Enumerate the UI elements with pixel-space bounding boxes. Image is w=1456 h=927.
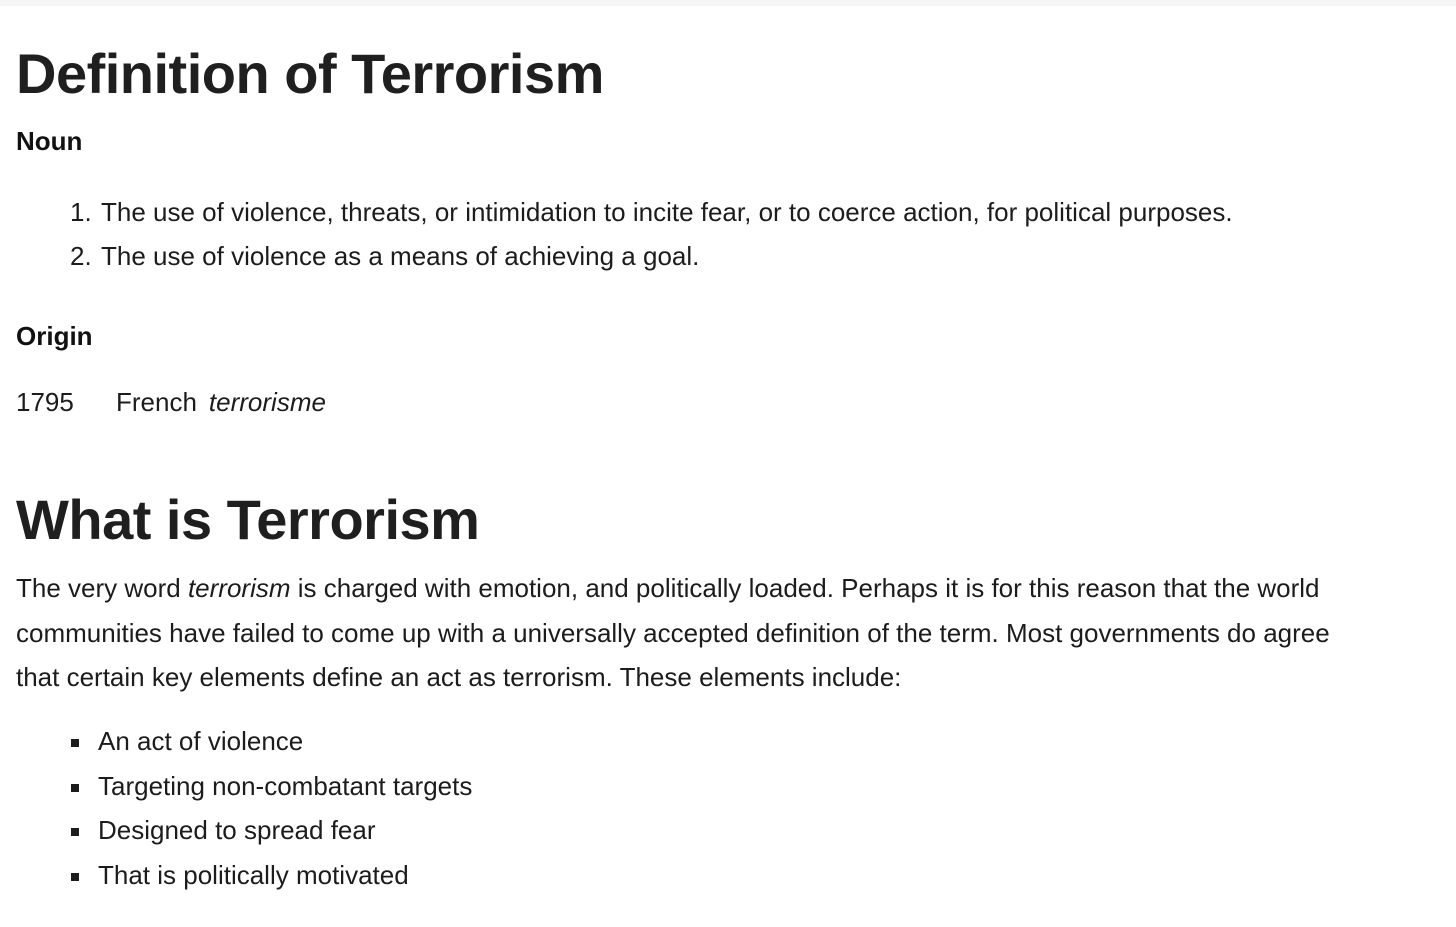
list-item [71, 808, 472, 853]
list-item [71, 853, 472, 898]
origin-word: terrorisme [208, 387, 326, 417]
square-bullet-icon [71, 828, 79, 836]
definition-list [70, 190, 1233, 278]
part-of-speech-label: Noun [16, 126, 83, 156]
definition-text: The use of violence, threats, or intimidation to incite fear, or to coerce action, for political purposes. [101, 197, 1233, 227]
origin-row [16, 385, 326, 419]
elements-list [71, 719, 472, 897]
intro-paragraph [16, 566, 1448, 700]
list-item [70, 234, 1233, 278]
list-item [71, 719, 472, 764]
list-number: 2. [70, 241, 92, 271]
list-number: 1. [70, 197, 92, 227]
list-item [70, 190, 1233, 234]
origin-year: 1795 [16, 387, 74, 417]
paragraph-text: The very word [16, 573, 188, 603]
origin-language: French [116, 387, 197, 417]
paragraph-line [16, 566, 1448, 611]
list-item-text: That is politically motivated [98, 859, 409, 890]
paragraph-line: communities have failed to come up with a universally accepted definition of the term. Most governments do agree [16, 617, 1330, 648]
list-item-text: An act of violence [98, 726, 304, 756]
what-is-heading: What is Terrorism [16, 488, 480, 551]
emphasized-word: terrorism [187, 573, 291, 603]
list-item [71, 764, 472, 809]
paragraph-line: that certain key elements define an act as terrorism. These elements include: [16, 662, 902, 692]
square-bullet-icon [71, 873, 79, 881]
origin-label: Origin [16, 321, 93, 351]
top-border [0, 0, 1456, 6]
definition-heading: Definition of Terrorism [16, 42, 604, 105]
list-item-text: Targeting non-combatant targets [98, 770, 473, 801]
list-item-text: Designed to spread fear [98, 815, 376, 845]
square-bullet-icon [71, 784, 79, 792]
definition-text: The use of violence as a means of achieving a goal. [101, 241, 700, 271]
square-bullet-icon [71, 739, 79, 747]
paragraph-text: is charged with emotion, and politically loaded. Perhaps it is for this reason that the world [290, 573, 1320, 603]
